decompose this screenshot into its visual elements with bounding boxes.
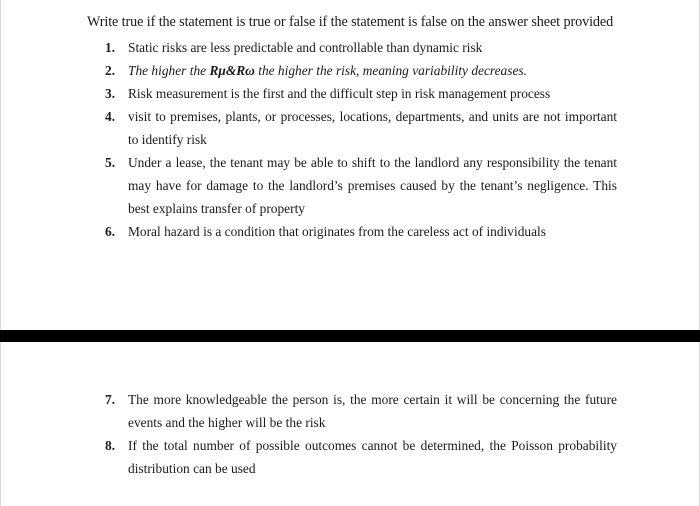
question-text-before: The higher the xyxy=(128,63,210,78)
question-6 xyxy=(105,220,617,243)
question-text: Moral hazard is a condition that originates from the careless act of individuals xyxy=(128,224,546,239)
question-number: 7. xyxy=(105,392,116,407)
question-text: Risk measurement is the first and the difficult step in risk management process xyxy=(128,86,551,101)
question-8 xyxy=(105,434,617,480)
question-text xyxy=(128,63,527,78)
question-number: 3. xyxy=(105,86,116,101)
question-text: visit to premises, plants, or processes, locations, departments, and units are not important to identify risk xyxy=(128,109,617,147)
question-number: 4. xyxy=(105,109,116,124)
question-number: 1. xyxy=(105,40,116,55)
question-number: 8. xyxy=(105,438,116,453)
page-bottom xyxy=(0,342,700,506)
question-text: Static risks are less predictable and controllable than dynamic risk xyxy=(128,40,483,55)
question-number: 5. xyxy=(105,155,116,170)
question-2 xyxy=(105,59,617,82)
instruction-text: Write true if the statement is true or false if the statement is false on the answer sheet provided xyxy=(87,14,614,30)
page-divider xyxy=(0,330,700,342)
question-5 xyxy=(105,151,617,220)
question-4 xyxy=(105,105,617,151)
question-number: 2. xyxy=(105,63,116,78)
question-list-top xyxy=(105,36,617,243)
question-list-bottom xyxy=(105,388,617,480)
question-text: The more knowledgeable the person is, the more certain it will be concerning the future events and the higher will be the risk xyxy=(128,392,617,430)
question-7 xyxy=(105,388,617,434)
question-3 xyxy=(105,82,617,105)
question-1 xyxy=(105,36,617,59)
question-text: Under a lease, the tenant may be able to shift to the landlord any responsibility the tenant may have for damage to the landlord’s premises caused by the tenant’s negligence. This best explains transfer of property xyxy=(128,155,617,216)
question-text-after: the higher the risk, meaning variability decreases. xyxy=(254,63,527,78)
formula: Rμ&Rω xyxy=(209,63,255,78)
question-text: If the total number of possible outcomes cannot be determined, the Poisson probability distribution can be used xyxy=(128,438,617,476)
question-number: 6. xyxy=(105,224,116,239)
